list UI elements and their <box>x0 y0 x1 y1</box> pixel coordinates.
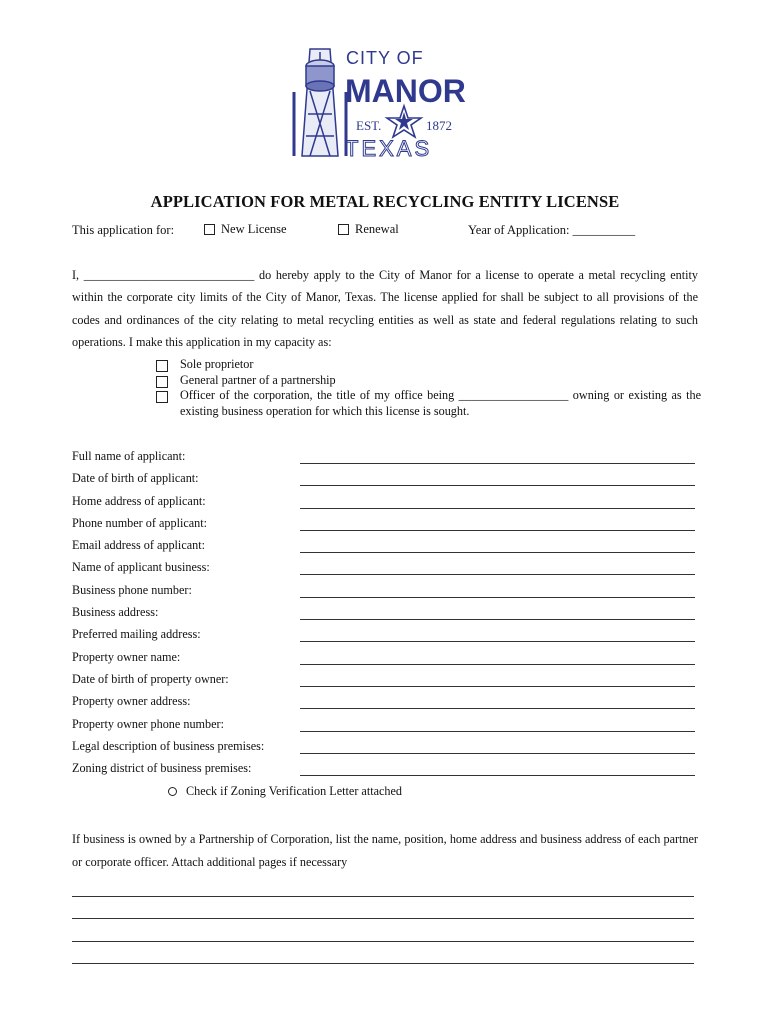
field-row <box>72 739 698 761</box>
partner-instructions: If business is owned by a Partnership of Corporation, list the name, position, home address and business address of each partner or corporate officer. Attach additional pages if necessary <box>72 832 698 869</box>
field-row <box>72 449 698 471</box>
logo-texas-text: TEXAS <box>345 136 433 161</box>
field-row <box>72 560 698 582</box>
property-owner-name-input-line[interactable] <box>300 650 695 665</box>
page-title: APPLICATION FOR METAL RECYCLING ENTITY LICENSE <box>150 192 620 211</box>
texas-star-icon <box>387 106 421 137</box>
year-of-application-field[interactable]: Year of Application: __________ <box>468 223 636 237</box>
capacity-option-label: Officer of the corporation, the title of my office being __________________ owning or existing as the existing business operation for which this license is sought. <box>180 388 701 418</box>
zoning-verification-option[interactable] <box>168 784 402 799</box>
water-tower-logo-icon <box>290 44 480 162</box>
field-label: Full name of applicant: <box>72 449 186 463</box>
application-for-label: This application for: <box>72 223 175 237</box>
capacity-sole-proprietor[interactable] <box>156 357 701 373</box>
corporate-officer-checkbox[interactable] <box>156 391 168 403</box>
field-row <box>72 494 698 516</box>
home-address-input-line[interactable] <box>300 494 695 509</box>
field-row <box>72 516 698 538</box>
business-address-input-line[interactable] <box>300 605 695 620</box>
field-label: Business phone number: <box>72 582 192 597</box>
new-license-label: New License <box>221 222 287 236</box>
capacity-general-partner[interactable] <box>156 373 701 389</box>
logo-est-year: 1872 <box>426 118 452 133</box>
phone-input-line[interactable] <box>300 516 695 531</box>
field-row <box>72 694 698 716</box>
partner-details-line[interactable] <box>72 942 694 965</box>
applicant-fields <box>72 449 698 783</box>
field-label: Preferred mailing address: <box>72 627 201 642</box>
field-label: Business address: <box>72 605 159 620</box>
new-license-checkbox[interactable] <box>204 224 215 235</box>
legal-description-input-line[interactable] <box>300 739 695 754</box>
field-label: Name of applicant business: <box>72 560 210 575</box>
city-of-manor-logo <box>290 44 480 162</box>
logo-est-label: EST. <box>356 118 382 133</box>
capacity-option-label: Sole proprietor <box>180 357 254 371</box>
general-partner-checkbox[interactable] <box>156 376 168 388</box>
field-row <box>72 761 698 783</box>
field-label: Email address of applicant: <box>72 538 206 553</box>
field-label: Home address of applicant: <box>72 493 206 508</box>
partner-details-line[interactable] <box>72 874 694 897</box>
property-owner-address-input-line[interactable] <box>300 694 695 709</box>
application-type-row <box>72 222 712 240</box>
capacity-option-label: General partner of a partnership <box>180 372 336 387</box>
business-phone-input-line[interactable] <box>300 583 695 598</box>
partner-details-line[interactable] <box>72 897 694 920</box>
field-row <box>72 627 698 649</box>
field-label: Property owner phone number: <box>72 716 224 731</box>
field-label: Date of birth of applicant: <box>72 471 199 486</box>
zoning-district-input-line[interactable] <box>300 761 695 776</box>
sole-proprietor-checkbox[interactable] <box>156 360 168 372</box>
field-label: Zoning district of business premises: <box>72 761 252 776</box>
renewal-checkbox[interactable] <box>338 224 349 235</box>
declaration-paragraph: I, ____________________________ do hereby apply to the City of Manor for a license to operate a metal recycling entity within the corporate city limits of the City of Manor, Texas. The license applied for shall be subject to all provisions of the codes and ordinances of the city relating to metal recycling entities as well as state and federal regulations relating to such operations. I make this application in my capacity as: <box>72 268 698 350</box>
zoning-verification-radio[interactable] <box>168 787 177 796</box>
logo-city-of-text: CITY OF <box>346 48 424 68</box>
partner-details-lines <box>72 874 694 964</box>
field-row <box>72 650 698 672</box>
logo-manor-text: MANOR <box>345 73 466 109</box>
new-license-option[interactable] <box>204 222 287 237</box>
renewal-label: Renewal <box>355 222 399 236</box>
capacity-corporate-officer[interactable] <box>156 388 701 419</box>
dob-input-line[interactable] <box>300 471 695 486</box>
field-row <box>72 717 698 739</box>
field-row <box>72 583 698 605</box>
mailing-address-input-line[interactable] <box>300 627 695 642</box>
property-owner-phone-input-line[interactable] <box>300 717 695 732</box>
field-row <box>72 471 698 493</box>
field-row <box>72 672 698 694</box>
business-name-input-line[interactable] <box>300 560 695 575</box>
field-row <box>72 538 698 560</box>
field-label: Property owner address: <box>72 694 191 709</box>
field-label: Phone number of applicant: <box>72 515 208 530</box>
property-owner-dob-input-line[interactable] <box>300 672 695 687</box>
capacity-options <box>156 357 701 419</box>
email-input-line[interactable] <box>300 538 695 553</box>
field-label: Property owner name: <box>72 649 181 664</box>
field-label: Legal description of business premises: <box>72 738 265 753</box>
full-name-input-line[interactable] <box>300 449 695 464</box>
field-row <box>72 605 698 627</box>
zoning-verification-label: Check if Zoning Verification Letter attached <box>186 784 403 798</box>
renewal-option[interactable] <box>338 222 399 237</box>
field-label: Date of birth of property owner: <box>72 671 229 686</box>
partner-details-line[interactable] <box>72 919 694 942</box>
